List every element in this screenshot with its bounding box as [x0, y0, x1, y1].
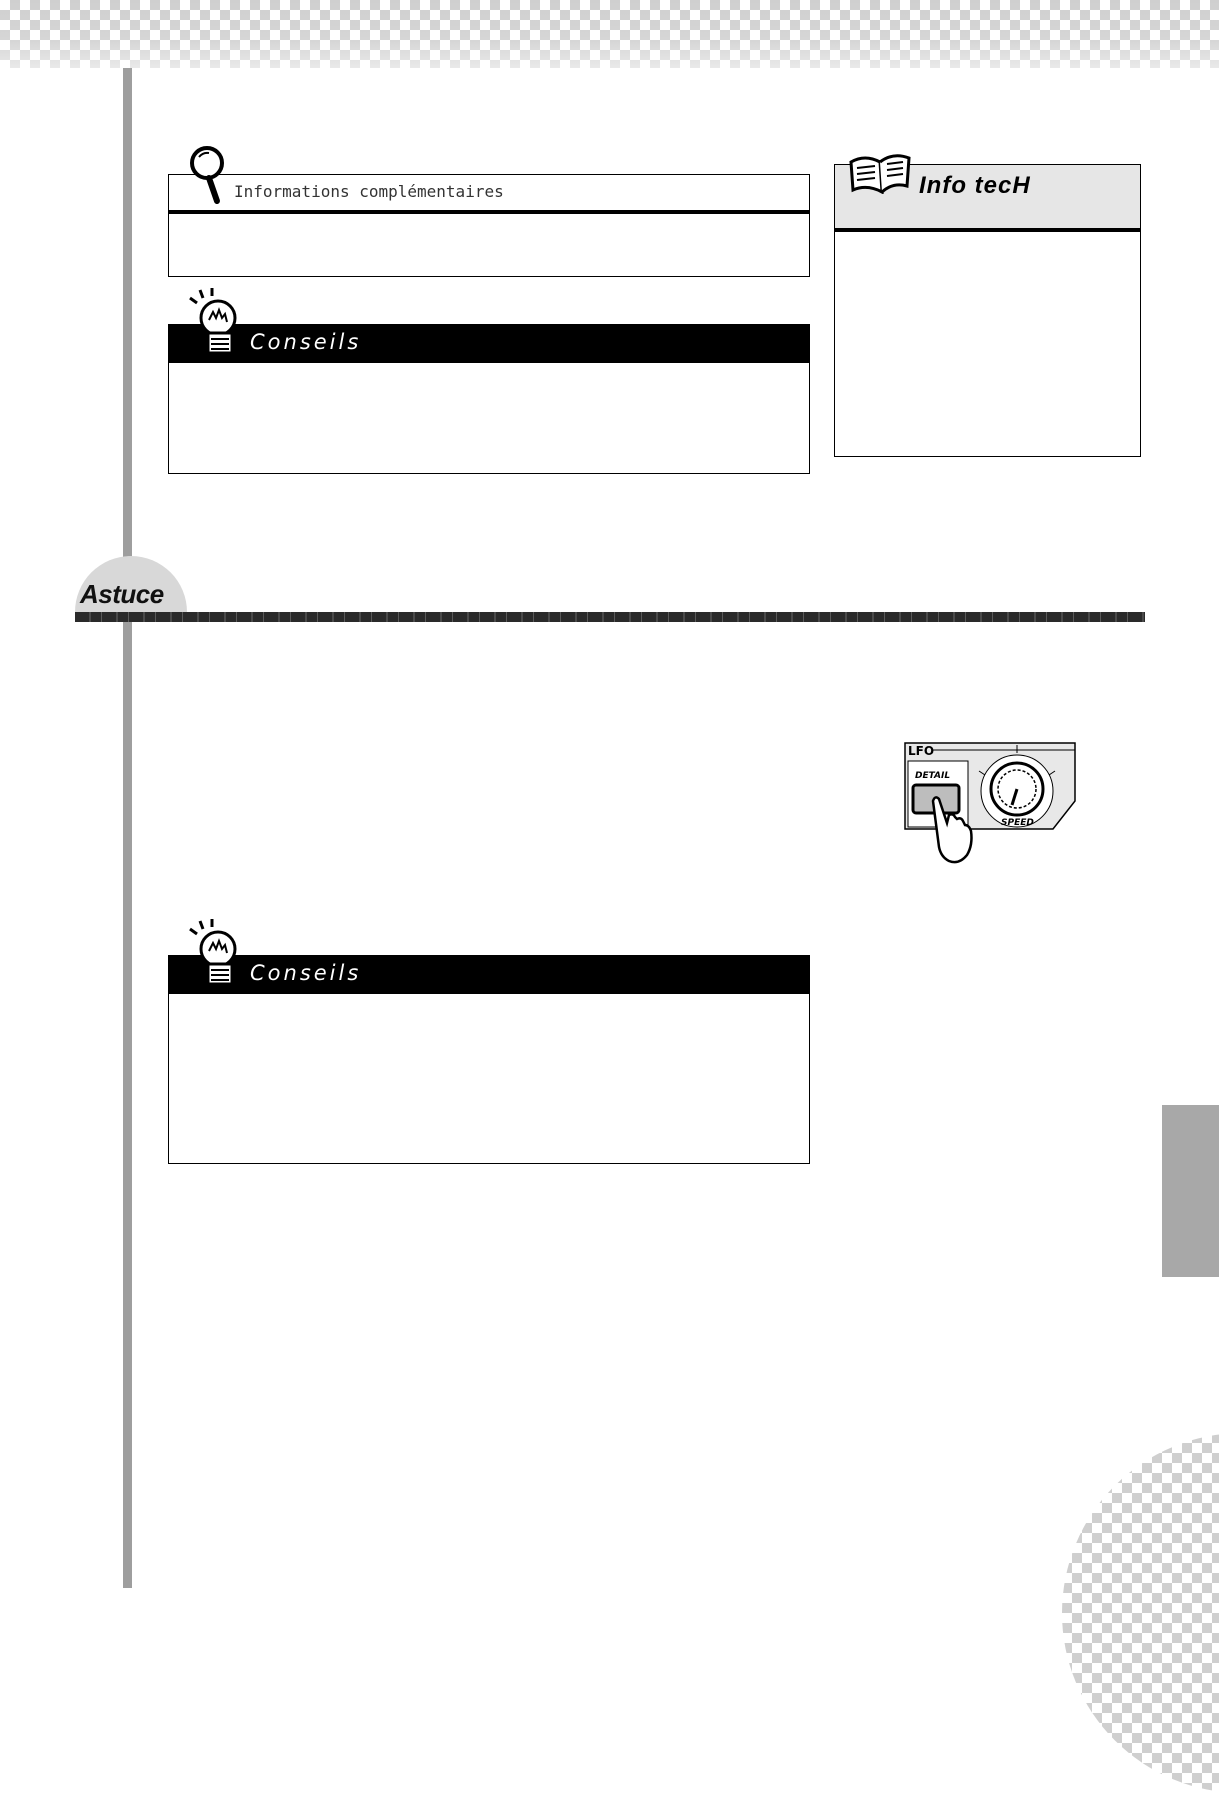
side-thumb-tab	[1162, 1105, 1219, 1277]
section-rule	[75, 612, 1145, 622]
conseils-box	[168, 324, 810, 474]
lfo-section-label: LFO	[908, 744, 935, 758]
conseils-box	[168, 955, 810, 1164]
open-book-icon	[847, 148, 913, 194]
lfo-panel-illustration	[903, 741, 1078, 871]
info-tech-box	[834, 164, 1141, 457]
conseils-header-bar	[169, 956, 809, 994]
magnifier-icon	[185, 145, 229, 205]
left-margin-bar	[123, 68, 132, 1588]
conseils-header-bar	[169, 325, 809, 363]
conseils-title: Conseils	[250, 330, 362, 354]
info-complementaires-box	[168, 174, 810, 277]
detail-button-label: DETAIL	[915, 771, 951, 781]
section-label: Astuce	[80, 579, 164, 609]
header-band-fade	[0, 0, 1219, 68]
speed-knob-label: SPEED	[1001, 818, 1034, 828]
corner-checker-decoration	[1062, 1433, 1219, 1793]
lightbulb-icon	[186, 286, 248, 360]
lightbulb-icon	[186, 917, 248, 991]
info-tech-title: Info tecH	[919, 172, 1031, 199]
info-box-title: Informations complémentaires	[234, 182, 504, 201]
conseils-title: Conseils	[250, 961, 362, 985]
info-box-header	[169, 175, 809, 214]
